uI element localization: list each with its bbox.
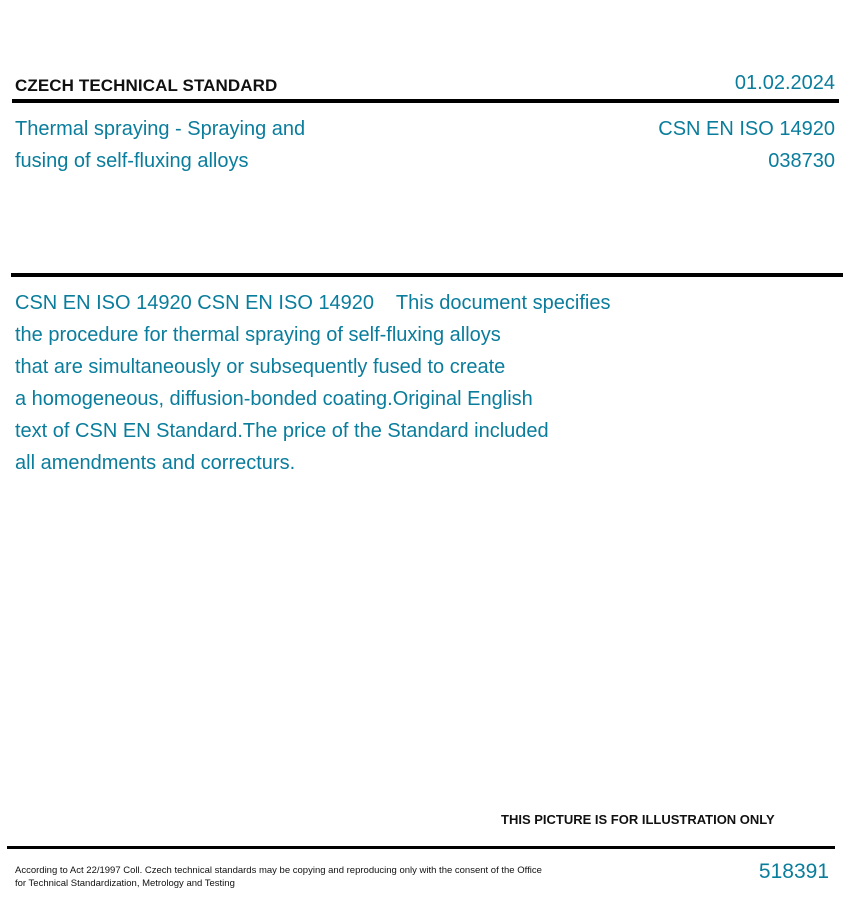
legal-notice-line: According to Act 22/1997 Coll. Czech technical standards may be copying and reproducing only with the consent of the Office [15, 865, 542, 876]
description-line: CSN EN ISO 14920 CSN EN ISO 14920 This document specifies [15, 292, 611, 314]
description-line: text of CSN EN Standard.The price of the Standard included [15, 420, 549, 442]
catalog-number: 518391 [758, 860, 829, 883]
section-divider [11, 273, 843, 277]
illustration-notice: THIS PICTURE IS FOR ILLUSTRATION ONLY [501, 812, 775, 827]
standard-code: CSN EN ISO 14920 [658, 118, 835, 140]
standard-title-line: fusing of self-fluxing alloys [15, 150, 249, 172]
standard-title-line: Thermal spraying - Spraying and [15, 118, 306, 140]
description-line: all amendments and correcturs. [15, 452, 296, 474]
classification-number: 038730 [768, 150, 835, 172]
description-line: that are simultaneously or subsequently fused to create [15, 356, 506, 378]
standard-title [15, 113, 375, 177]
description-line: a homogeneous, diffusion-bonded coating.Original English [15, 388, 533, 410]
legal-notice [15, 864, 585, 890]
description-line: the procedure for thermal spraying of self-fluxing alloys [15, 324, 501, 346]
standard-codes [658, 113, 835, 177]
publication-date: 01.02.2024 [734, 72, 835, 94]
legal-notice-line: for Technical Standardization, Metrology and Testing [15, 878, 235, 889]
header-divider [12, 99, 839, 103]
document-type-heading: CZECH TECHNICAL STANDARD [15, 76, 278, 95]
footer-divider [7, 846, 835, 849]
standard-description [15, 287, 675, 479]
